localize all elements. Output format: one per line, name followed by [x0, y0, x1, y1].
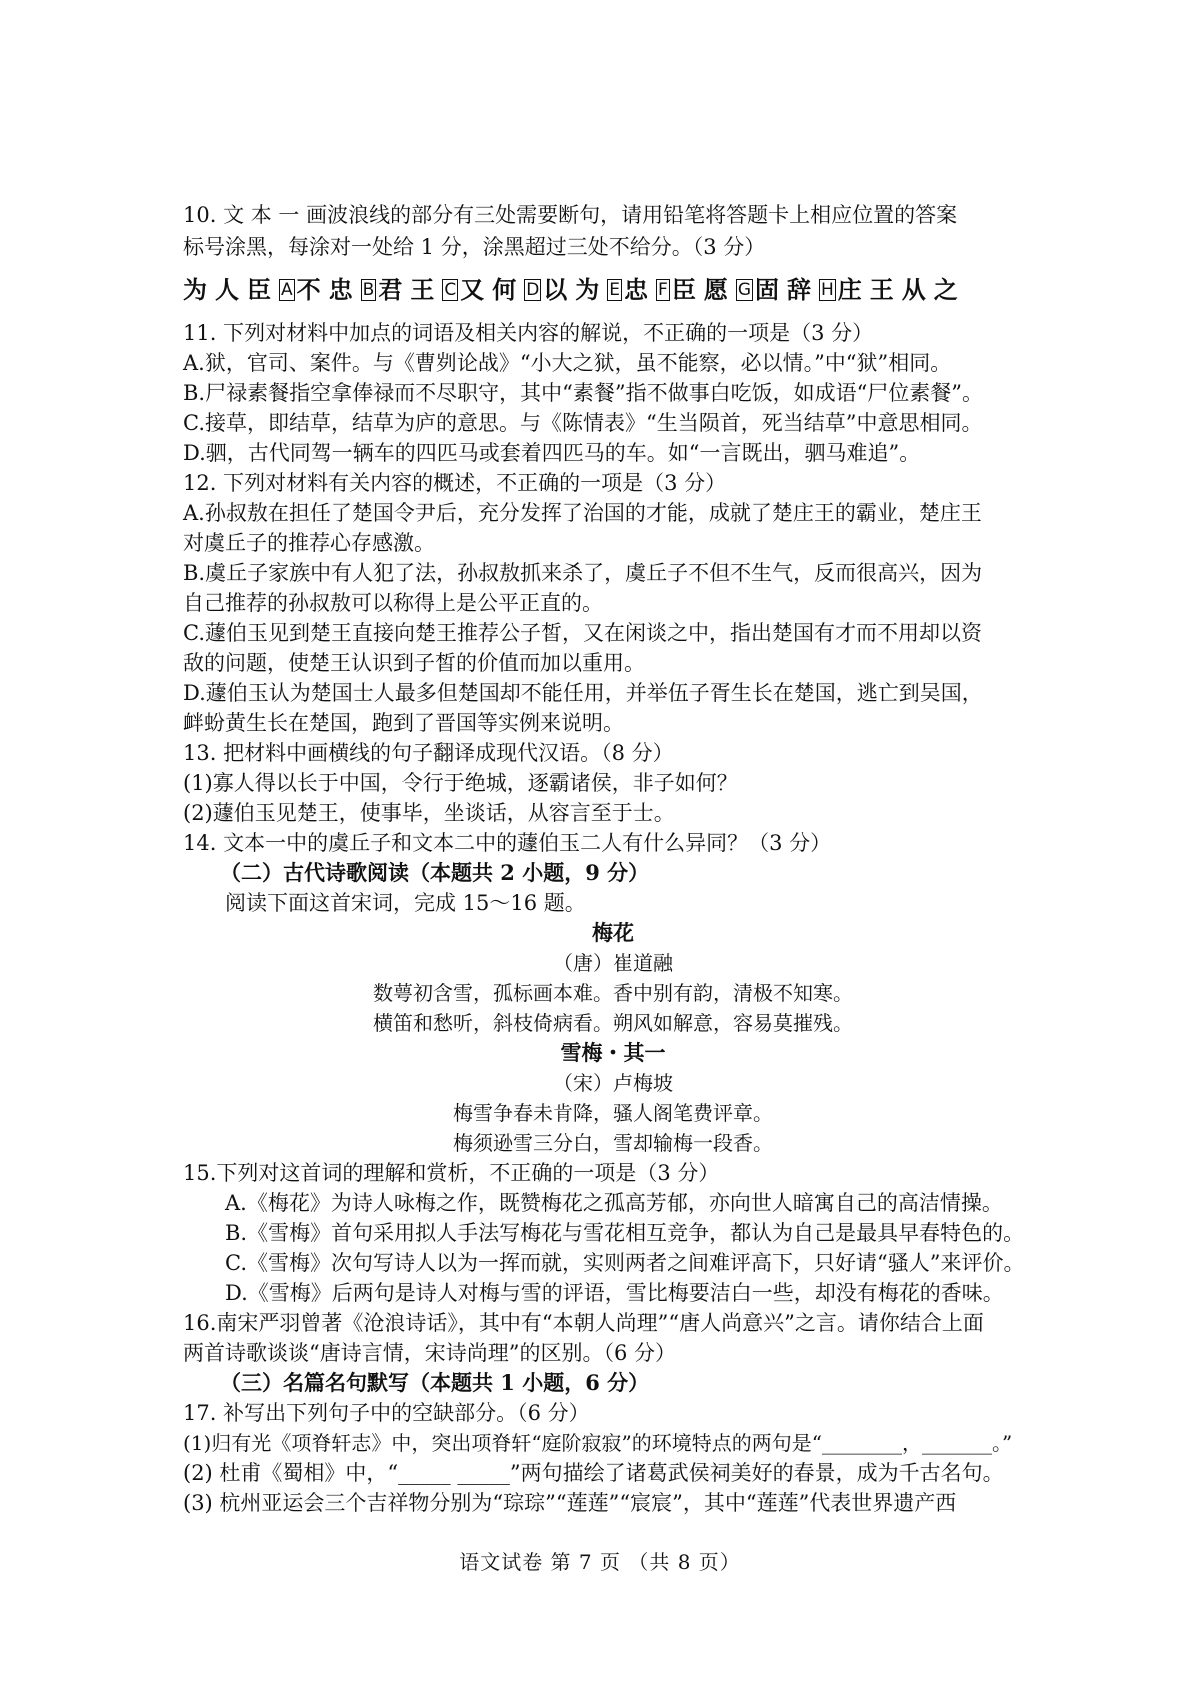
- q16-stem-line1: 16.南宋严羽曾著《沧浪诗话》，其中有“本朝人尚理”“唐人尚意兴”之言。请你结合上面: [183, 1311, 984, 1335]
- q12-stem: 12. 下列对材料有关内容的概述，不正确的一项是（3 分）: [183, 471, 727, 495]
- q17-stem: 17. 补写出下列句子中的空缺部分。（6 分）: [183, 1401, 590, 1425]
- sentence-char: 忠: [328, 275, 353, 304]
- q10-stem-line1: 10. 文 本 一 画波浪线的部分有三处需要断句，请用铅笔将答题卡上相应位置的答案: [183, 203, 958, 227]
- q10-stem-line2: 标号涂黑，每涂对一处给 1 分，涂黑超过三处不给分。（3 分）: [183, 235, 766, 259]
- poem2-title: 雪梅・其一: [560, 1040, 666, 1065]
- section-3-title: （三）名篇名句默写（本题共 1 小题，6 分）: [220, 1370, 650, 1395]
- sentence-char: 忠: [624, 275, 649, 304]
- sentence-char: 固: [755, 275, 779, 304]
- break-marker-c: C: [444, 280, 457, 300]
- q12-option-b-line2: 自己推荐的孙叔敖可以称得上是公平正直的。: [183, 591, 603, 615]
- page-footer: 语文试卷 第 7 页 （共 8 页）: [459, 1550, 741, 1574]
- q12-option-c-line2: 敌的问题，使楚王认识到子皙的价值而加以重用。: [183, 651, 645, 675]
- q13-sentence-1: (1)寡人得以长于中国，令行于绝城，逐霸诸侯，非子如何？: [183, 771, 738, 795]
- sentence-char: 君: [378, 275, 403, 304]
- q11-option-b: B.尸禄素餐指空拿俸禄而不尽职守，其中“素餐”指不做事白吃饭，如成语“尸位素餐”。: [183, 381, 984, 405]
- q12-option-a-line2: 对虞丘子的推荐心存感激。: [183, 531, 435, 555]
- section-2-title: （二）古代诗歌阅读（本题共 2 小题，9 分）: [220, 860, 650, 885]
- sentence-char: 又: [460, 275, 485, 304]
- sentence-char: 不: [296, 275, 321, 304]
- poem2-author: （宋）卢梅坡: [553, 1071, 673, 1095]
- q12-option-d-line2: 衅蚡黄生长在楚国，跑到了晋国等实例来说明。: [183, 711, 624, 735]
- q12-option-a-line1: A.孙叔敖在担任了楚国令尹后，充分发挥了治国的才能，成就了楚庄王的霸业，楚庄王: [183, 501, 982, 525]
- q12-option-c-line1: C.蘧伯玉见到楚王直接向楚王推荐公子皙，又在闲谈之中，指出楚国有才而不用却以资: [183, 621, 982, 645]
- sentence-char: 以: [543, 275, 568, 304]
- q13-sentence-2: (2)蘧伯玉见楚王，使事毕，坐谈话，从容言至于士。: [183, 801, 675, 825]
- q13-stem: 13. 把材料中画横线的句子翻译成现代汉语。（8 分）: [183, 741, 674, 765]
- poem1-author: （唐）崔道融: [553, 951, 673, 975]
- sentence-char: 王: [869, 275, 894, 304]
- poem1-line1: 数萼初含雪，孤标画本难。香中别有韵，清极不知寒。: [373, 981, 853, 1005]
- sentence-char: 为: [183, 275, 207, 304]
- sentence-char: 庄: [837, 275, 862, 304]
- q15-option-c: C.《雪梅》次句写诗人以为一挥而就，实则两者之间难评高下，只好请“骚人”来评价。: [225, 1251, 1025, 1275]
- section-2-intro: 阅读下面这首宋词，完成 15～16 题。: [225, 891, 586, 915]
- sentence-char: 辞: [787, 275, 811, 304]
- sentence-char: 臣: [671, 275, 696, 304]
- sentence-char: 何: [492, 275, 517, 304]
- break-marker-e: E: [609, 280, 621, 300]
- break-marker-g: G: [737, 280, 751, 300]
- break-marker-f: F: [658, 280, 668, 300]
- poem1-line2: 横笛和愁听，斜枝倚病看。朔风如解意，容易莫摧残。: [373, 1011, 853, 1035]
- q11-stem: 11. 下列对材料中加点的词语及相关内容的解说，不正确的一项是（3 分）: [183, 321, 874, 345]
- break-marker-d: D: [526, 280, 540, 300]
- sentence-char: 臣: [247, 275, 271, 304]
- q15-option-b: B.《雪梅》首句采用拟人手法写梅花与雪花相互竞争，都认为自己是最具早春特色的。: [225, 1221, 1025, 1245]
- sentence-char: 从: [901, 275, 926, 304]
- q11-option-a: A.狱，官司、案件。与《曹刿论战》“小大之狱，虽不能察，必以情。”中“狱”相同。: [183, 351, 952, 375]
- break-marker-b: B: [362, 280, 375, 300]
- q11-option-c: C.接草，即结草，结草为庐的意思。与《陈情表》“生当陨首，死当结草”中意思相同。: [183, 411, 983, 435]
- sentence-with-break-markers: [183, 273, 1043, 307]
- sentence-char: 王: [410, 275, 435, 304]
- q17-item-3: (3) 杭州亚运会三个吉祥物分别为“琮琮”“莲莲”“宸宸”，其中“莲莲”代表世界遗产西: [183, 1491, 957, 1515]
- poem2-line1: 梅雪争春未肯降，骚人阁笔费评章。: [453, 1101, 773, 1125]
- sentence-char: 之: [933, 275, 958, 304]
- q12-option-d-line1: D.蘧伯玉认为楚国士人最多但楚国却不能任用，并举伍子胥生长在楚国，逃亡到吴国，: [183, 681, 983, 705]
- q14-stem: 14. 文本一中的虞丘子和文本二中的蘧伯玉二人有什么异同？（3 分）: [183, 831, 832, 855]
- q15-stem: 15.下列对这首词的理解和赏析，不正确的一项是（3 分）: [183, 1161, 720, 1185]
- q11-option-d: D.驷，古代同驾一辆车的四匹马或套着四匹马的车。如“一言既出，驷马难追”。: [183, 441, 921, 465]
- poem1-title: 梅花: [592, 920, 634, 945]
- q17-item-1: (1)归有光《项脊轩志》中，突出项脊轩“庭阶寂寂”的环境特点的两句是“________，_______。”: [183, 1431, 1013, 1455]
- break-marker-a: A: [281, 280, 293, 300]
- break-marker-h: H: [821, 280, 834, 300]
- poem2-line2: 梅须逊雪三分白，雪却输梅一段香。: [453, 1131, 773, 1155]
- q12-option-b-line1: B.虞丘子家族中有人犯了法，孙叔敖抓来杀了，虞丘子不但不生气，反而很高兴，因为: [183, 561, 983, 585]
- q17-item-2: (2) 杜甫《蜀相》中，“_____ _____”两句描绘了诸葛武侯祠美好的春景，成为千古名句。: [183, 1461, 1004, 1485]
- sentence-char: 人: [215, 275, 239, 304]
- q16-stem-line2: 两首诗歌谈谈“唐诗言情，宋诗尚理”的区别。（6 分）: [183, 1341, 677, 1365]
- q15-option-d: D.《雪梅》后两句是诗人对梅与雪的评语，雪比梅要洁白一些，却没有梅花的香味。: [225, 1281, 1004, 1305]
- sentence-char: 为: [575, 275, 600, 304]
- sentence-char: 愿: [703, 275, 728, 304]
- q15-option-a: A.《梅花》为诗人咏梅之作，既赞梅花之孤高芳郁，亦向世人暗寓自己的高洁情操。: [225, 1191, 1003, 1215]
